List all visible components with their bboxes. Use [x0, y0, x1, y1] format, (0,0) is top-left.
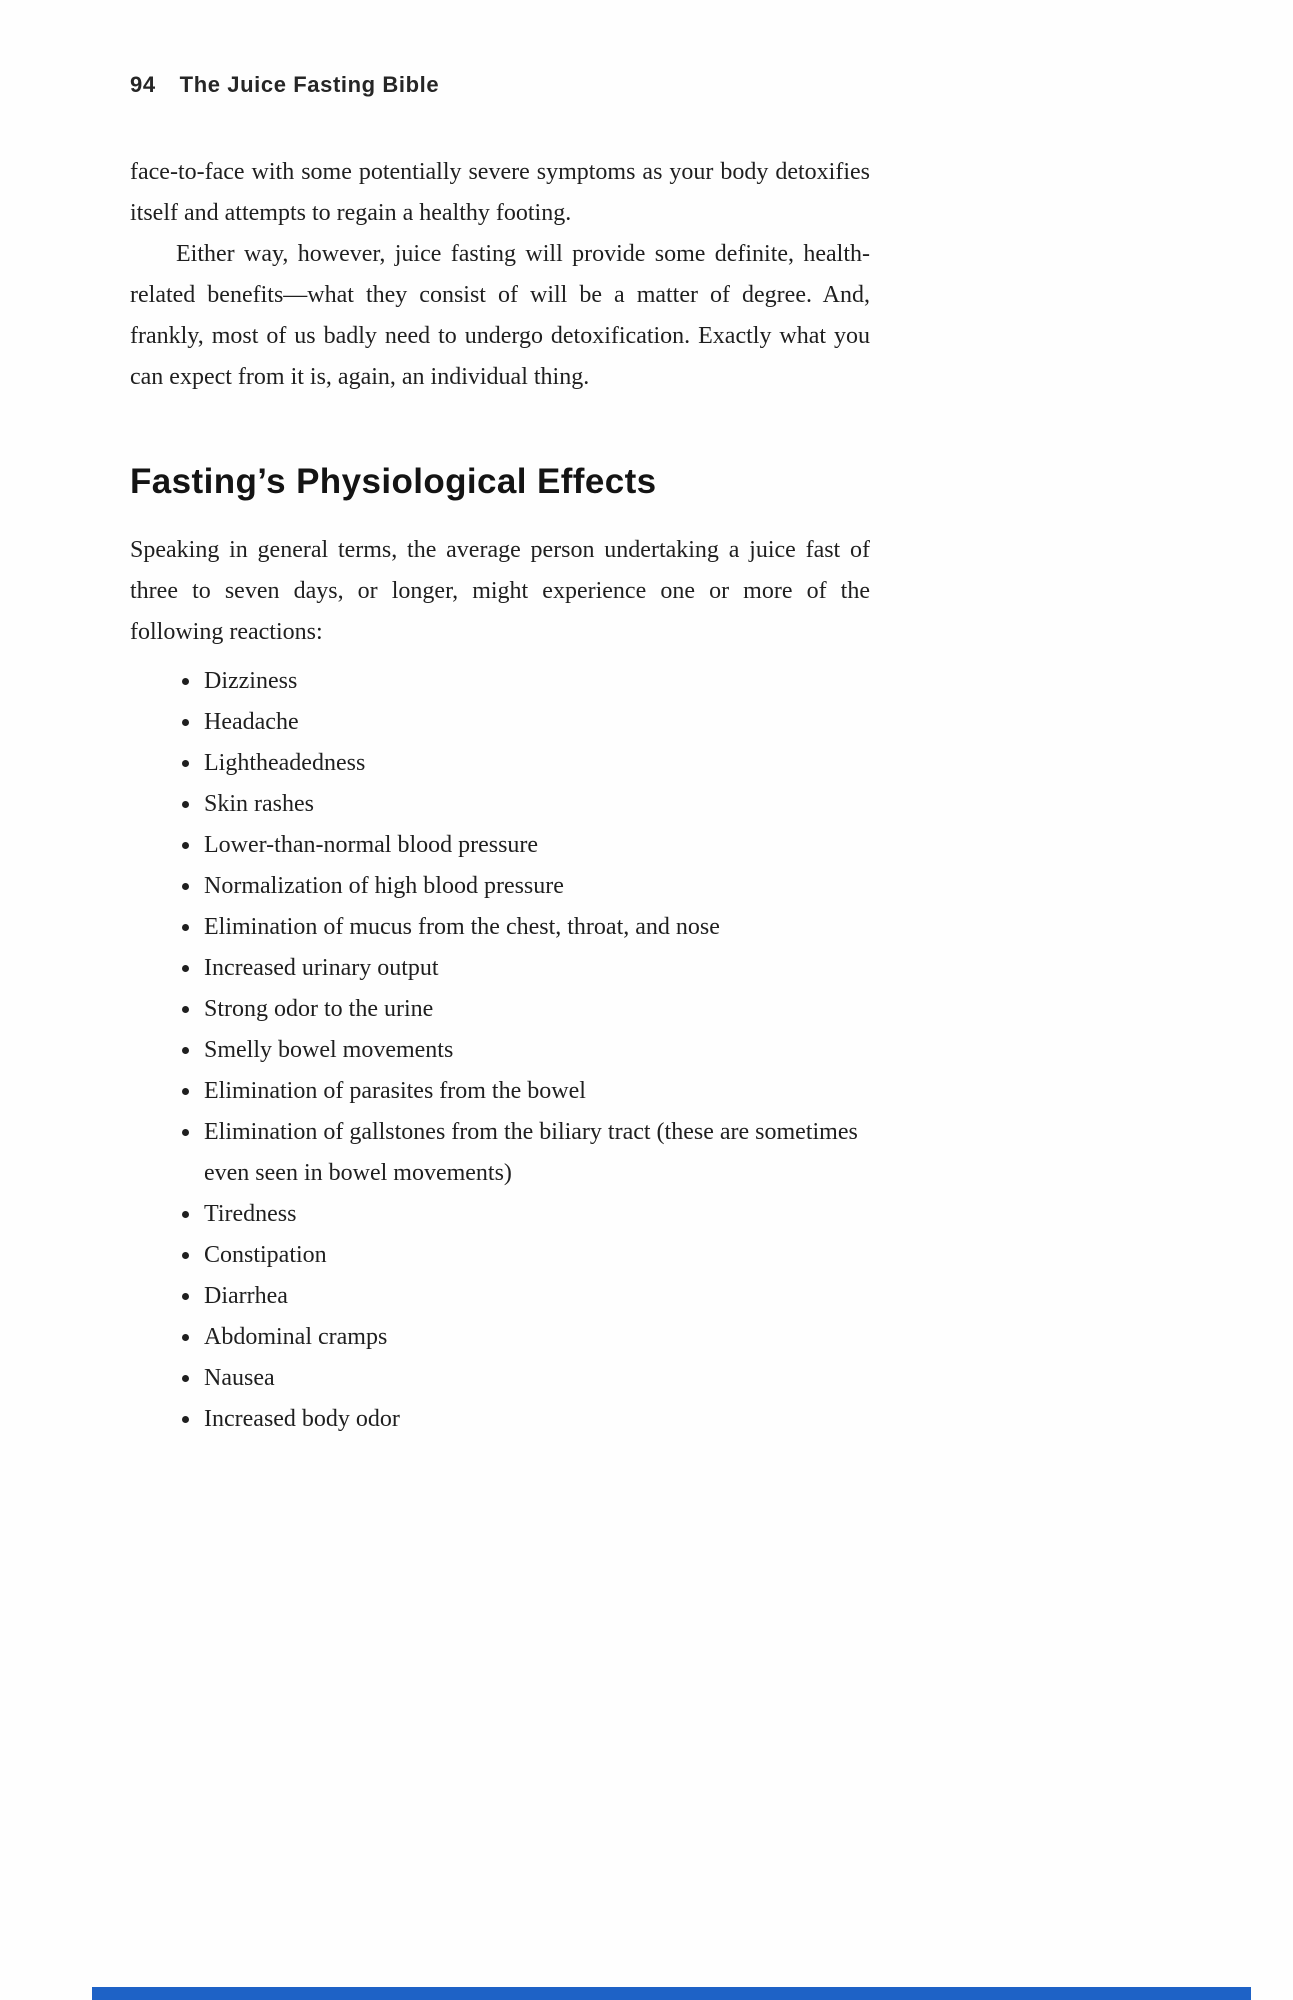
- symptom-list-item: • Dizziness: [202, 661, 870, 702]
- symptom-list-item: • Skin rashes: [202, 784, 870, 825]
- symptom-list-item: • Diarrhea: [202, 1276, 870, 1317]
- symptom-list-item: • Increased body odor: [202, 1399, 870, 1440]
- symptom-list-item: • Smelly bowel movements: [202, 1030, 870, 1071]
- symptom-list-item: • Nausea: [202, 1358, 870, 1399]
- running-head: [130, 72, 870, 98]
- symptom-list-item: • Lightheadedness: [202, 743, 870, 784]
- symptom-list-item: • Abdominal cramps: [202, 1317, 870, 1358]
- symptom-list-item: • Strong odor to the urine: [202, 989, 870, 1030]
- section-heading: Fasting’s Physiological Effects: [130, 462, 657, 501]
- symptom-list-item: • Elimination of gallstones from the biliary tract (these are sometimes even seen in bowel movements): [202, 1112, 870, 1194]
- symptom-list-item: • Elimination of mucus from the chest, throat, and nose: [202, 907, 870, 948]
- book-title: The Juice Fasting Bible: [179, 72, 440, 97]
- symptom-list-item: • Normalization of high blood pressure: [202, 866, 870, 907]
- page-content: [0, 0, 870, 1440]
- body-text-block: [130, 152, 870, 398]
- symptom-list-item: • Constipation: [202, 1235, 870, 1276]
- section-body: [130, 530, 870, 653]
- symptom-list: [130, 661, 870, 1440]
- symptom-list-item: • Increased urinary output: [202, 948, 870, 989]
- symptom-list-item: • Headache: [202, 702, 870, 743]
- intro-paragraph: Speaking in general terms, the average person undertaking a juice fast of three to seven days, or longer, might experience one or more of the following reactions:: [130, 537, 870, 645]
- symptom-list-item: • Lower-than-normal blood pressure: [202, 825, 870, 866]
- symptom-list-item: • Tiredness: [202, 1194, 870, 1235]
- paragraph: Either way, however, juice fasting will provide some definite, health-related benefits—what they consist of will be a matter of degree. And, frankly, most of us badly need to undergo detoxification. Exactly what you can expect from it is, again, an individual thing.: [130, 241, 870, 390]
- page-number: 94: [130, 72, 156, 97]
- paragraph-continuation: face-to-face with some potentially severe symptoms as your body detoxifies itself and attempts to regain a healthy footing.: [130, 159, 870, 226]
- symptom-list-item: • Elimination of parasites from the bowel: [202, 1071, 870, 1112]
- page-edge-bar: [92, 1987, 1251, 2000]
